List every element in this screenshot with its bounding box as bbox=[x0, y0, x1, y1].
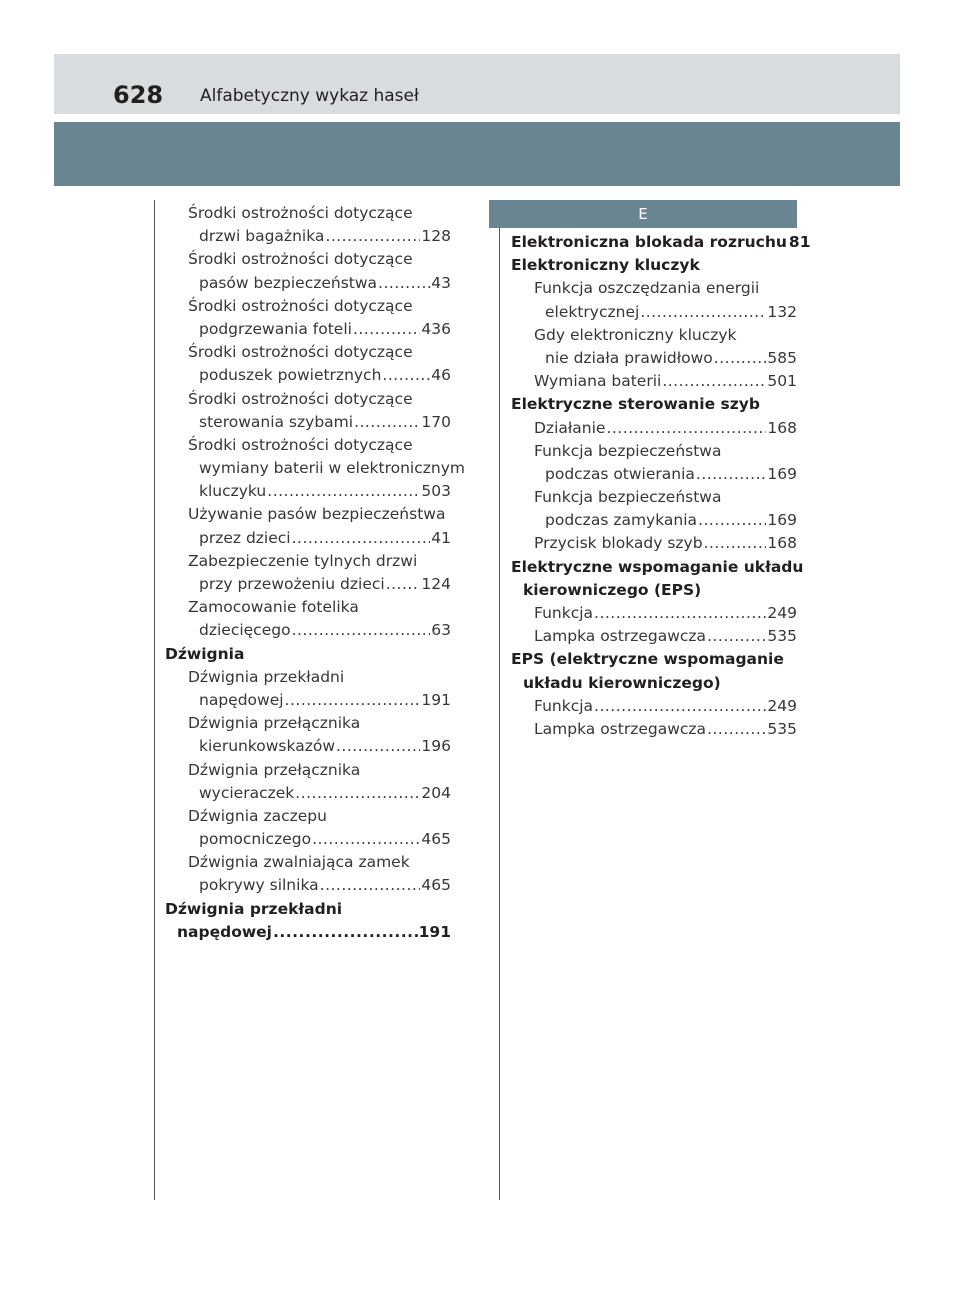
entry-text: Lampka ostrzegawcza bbox=[534, 627, 707, 646]
entry-line bbox=[165, 689, 451, 712]
index-subentry bbox=[165, 805, 451, 851]
leader-dots bbox=[353, 318, 420, 341]
entry-line bbox=[165, 898, 451, 921]
index-subentry bbox=[165, 712, 451, 758]
entry-text: nie działa prawidłowo bbox=[545, 348, 713, 367]
page-reference: 46 bbox=[431, 366, 451, 385]
leader-dots bbox=[285, 689, 421, 712]
entry-line bbox=[165, 248, 451, 271]
entry-text: podczas otwierania bbox=[545, 464, 695, 483]
leader-dots bbox=[382, 364, 430, 387]
entry-line bbox=[165, 619, 451, 642]
entry-text: Elektroniczny kluczyk bbox=[511, 256, 700, 275]
leader-dots bbox=[267, 480, 420, 503]
page-reference: 81 bbox=[788, 233, 811, 251]
entry-line bbox=[165, 828, 451, 851]
page-reference: 168 bbox=[767, 418, 797, 437]
entry-text: kierunkowskazów bbox=[199, 737, 335, 756]
page-reference: 169 bbox=[767, 511, 797, 530]
entry-line bbox=[511, 672, 797, 695]
leader-dots bbox=[640, 301, 766, 324]
entry-text: Funkcja bbox=[534, 604, 594, 622]
leader-dots bbox=[696, 463, 767, 486]
entry-text: pokrywy silnika bbox=[199, 876, 319, 895]
entry-text: Zamocowanie fotelika bbox=[188, 598, 359, 617]
index-subentry bbox=[165, 759, 451, 805]
entry-text: przez dzieci bbox=[199, 528, 291, 547]
index-subentry bbox=[165, 550, 451, 596]
entry-line bbox=[165, 411, 451, 434]
index-subentry bbox=[511, 486, 797, 532]
entry-line bbox=[511, 324, 797, 347]
page-reference: 191 bbox=[418, 922, 451, 941]
entry-line bbox=[165, 735, 451, 758]
leader-dots bbox=[707, 718, 766, 741]
index-subentry bbox=[165, 503, 451, 549]
entry-text: Dźwignia zaczepu bbox=[188, 806, 327, 825]
entry-line bbox=[511, 602, 797, 625]
index-subentry bbox=[165, 388, 451, 434]
entry-text: Funkcja oszczędzania energii bbox=[534, 279, 760, 298]
page-reference: 63 bbox=[431, 621, 451, 640]
entry-text: napędowej bbox=[177, 922, 272, 941]
entry-text: EPS (elektryczne wspomaganie bbox=[511, 650, 784, 669]
entry-text: kierowniczego (EPS) bbox=[523, 580, 702, 599]
leader-dots bbox=[704, 532, 767, 555]
index-column-left bbox=[165, 202, 465, 944]
index-subentry bbox=[511, 532, 797, 555]
entry-line bbox=[511, 301, 797, 324]
entry-text: Dźwignia przełącznika bbox=[188, 714, 361, 733]
entry-line bbox=[511, 463, 797, 486]
entry-line bbox=[165, 759, 451, 782]
entry-line bbox=[511, 417, 797, 440]
entry-text: Środki ostrożności dotyczące bbox=[188, 204, 413, 222]
index-subentry bbox=[511, 602, 797, 625]
entry-text: Środki ostrożności dotyczące bbox=[188, 343, 413, 362]
entry-text: Elektryczne sterowanie szyb bbox=[511, 395, 760, 414]
entry-text: poduszek powietrznych bbox=[199, 366, 382, 385]
index-subentry bbox=[511, 440, 797, 486]
entry-line bbox=[511, 695, 797, 718]
header-bar bbox=[54, 54, 900, 114]
page-reference: 535 bbox=[767, 719, 797, 738]
leader-dots bbox=[378, 272, 430, 295]
entry-line bbox=[165, 874, 451, 897]
entry-text: Środki ostrożności dotyczące bbox=[188, 435, 413, 454]
entry-text: wycieraczek bbox=[199, 783, 295, 802]
entry-text: Środki ostrożności dotyczące bbox=[188, 389, 413, 408]
column-divider-left bbox=[154, 200, 155, 1200]
page-reference: 501 bbox=[767, 372, 797, 391]
entry-text: Zabezpieczenie tylnych drzwi bbox=[188, 551, 418, 570]
entry-text: Lampka ostrzegawcza bbox=[534, 719, 707, 738]
entry-text: drzwi bagażnika bbox=[199, 227, 325, 246]
page-reference: 128 bbox=[421, 227, 451, 246]
page-reference: 535 bbox=[767, 627, 797, 646]
entry-line bbox=[511, 509, 797, 532]
index-subentry bbox=[511, 370, 797, 393]
entry-line bbox=[511, 625, 797, 648]
page-reference: 249 bbox=[767, 696, 797, 715]
index-subentry bbox=[165, 341, 451, 387]
entry-text: kluczyku bbox=[199, 482, 267, 501]
index-subentry bbox=[165, 248, 451, 294]
entry-text: Funkcja bezpieczeństwa bbox=[534, 488, 722, 507]
entry-line bbox=[165, 550, 451, 573]
index-subentry bbox=[165, 202, 451, 248]
entry-line bbox=[165, 527, 451, 550]
page-reference: 168 bbox=[767, 534, 797, 553]
section-letter-header: E bbox=[489, 200, 797, 228]
index-column-right bbox=[511, 231, 811, 741]
page-reference: 204 bbox=[421, 783, 451, 802]
entry-line bbox=[165, 921, 451, 944]
page-reference: 169 bbox=[767, 464, 797, 483]
entry-line bbox=[165, 851, 451, 874]
entry-line bbox=[165, 434, 451, 457]
entry-text: Elektryczne wspomaganie układu bbox=[511, 557, 804, 576]
entry-line bbox=[511, 486, 797, 509]
leader-dots bbox=[320, 874, 421, 897]
entry-text: Dźwignia przekładni bbox=[165, 899, 343, 918]
entry-line bbox=[511, 347, 797, 370]
page-reference: 196 bbox=[421, 737, 451, 756]
entry-text: sterowania szybami bbox=[199, 412, 354, 431]
index-heading bbox=[511, 393, 797, 416]
page-title: Alfabetyczny wykaz haseł bbox=[200, 86, 419, 106]
leader-dots bbox=[325, 225, 420, 248]
entry-line bbox=[165, 666, 451, 689]
entry-line bbox=[165, 596, 451, 619]
index-heading bbox=[165, 643, 451, 666]
entry-text: podgrzewania foteli bbox=[199, 319, 352, 338]
index-subentry bbox=[165, 851, 451, 897]
leader-dots bbox=[292, 527, 431, 550]
index-heading bbox=[511, 648, 797, 694]
entry-text: Dźwignia zwalniająca zamek bbox=[188, 853, 410, 872]
entry-text: elektrycznej bbox=[545, 302, 640, 321]
index-subentry bbox=[511, 718, 797, 741]
entry-text: Działanie bbox=[534, 418, 606, 437]
entry-line bbox=[511, 393, 797, 416]
entry-line bbox=[511, 277, 797, 300]
index-subentry bbox=[511, 277, 797, 323]
entry-text: Elektroniczna blokada rozruchu bbox=[511, 233, 787, 251]
entry-text: wymiany baterii w elektronicznym bbox=[199, 459, 465, 478]
entry-line bbox=[165, 225, 451, 248]
index-subentry bbox=[165, 666, 451, 712]
index-subentry bbox=[165, 295, 451, 341]
entry-text: Dźwignia przekładni bbox=[188, 667, 345, 686]
leader-dots bbox=[714, 347, 767, 370]
entry-text: pomocniczego bbox=[199, 830, 312, 849]
leader-dots bbox=[662, 370, 766, 393]
entry-text: Przycisk blokady szyb bbox=[534, 534, 703, 553]
entry-line bbox=[511, 556, 804, 579]
index-subentry bbox=[511, 417, 797, 440]
column-divider-middle bbox=[499, 200, 500, 1200]
entry-text: Dźwignia bbox=[165, 644, 245, 663]
page-reference: 436 bbox=[421, 319, 451, 338]
leader-dots bbox=[707, 625, 766, 648]
leader-dots bbox=[273, 921, 418, 944]
page-reference: 191 bbox=[421, 690, 451, 709]
entry-text: pasów bezpieczeństwa bbox=[199, 273, 378, 292]
page-reference: 465 bbox=[421, 830, 451, 849]
leader-dots bbox=[386, 573, 421, 596]
entry-line bbox=[165, 318, 451, 341]
index-heading bbox=[511, 231, 811, 254]
entry-text: Używanie pasów bezpieczeństwa bbox=[188, 505, 446, 524]
leader-dots bbox=[336, 735, 420, 758]
entry-line bbox=[165, 341, 451, 364]
entry-text: przy przewożeniu dzieci bbox=[199, 575, 385, 593]
page-reference: 41 bbox=[431, 528, 451, 547]
page-reference: 249 bbox=[767, 604, 797, 622]
leader-dots bbox=[354, 411, 420, 434]
entry-line bbox=[165, 457, 465, 480]
entry-text: Środki ostrożności dotyczące bbox=[188, 296, 413, 315]
entry-text: podczas zamykania bbox=[545, 511, 698, 530]
leader-dots bbox=[606, 417, 766, 440]
entry-text: dziecięcego bbox=[199, 621, 291, 640]
entry-line bbox=[511, 532, 797, 555]
entry-text: układu kierowniczego) bbox=[523, 673, 721, 692]
index-subentry bbox=[165, 434, 465, 504]
index-subentry bbox=[511, 625, 797, 648]
entry-text: Funkcja bbox=[534, 696, 594, 715]
entry-text: napędowej bbox=[199, 690, 284, 709]
entry-line bbox=[511, 231, 811, 254]
leader-dots bbox=[594, 695, 766, 718]
page-reference: 465 bbox=[421, 876, 451, 895]
entry-text: Gdy elektroniczny kluczyk bbox=[534, 325, 737, 344]
entry-line bbox=[511, 718, 797, 741]
entry-line bbox=[511, 254, 797, 277]
entry-line bbox=[165, 480, 451, 503]
entry-line bbox=[511, 370, 797, 393]
entry-line bbox=[165, 364, 451, 387]
entry-line bbox=[165, 388, 451, 411]
index-subentry bbox=[511, 695, 797, 718]
leader-dots bbox=[295, 782, 420, 805]
leader-dots bbox=[594, 602, 766, 625]
index-heading bbox=[511, 556, 804, 602]
entry-text: Środki ostrożności dotyczące bbox=[188, 250, 413, 269]
page-reference: 170 bbox=[421, 412, 451, 431]
entry-line bbox=[165, 272, 451, 295]
page-reference: 132 bbox=[767, 302, 797, 321]
entry-line bbox=[511, 648, 797, 671]
entry-line bbox=[165, 712, 451, 735]
page-number: 628 bbox=[113, 81, 164, 109]
leader-dots bbox=[698, 509, 766, 532]
entry-line bbox=[165, 503, 451, 526]
entry-line bbox=[165, 573, 451, 596]
page-reference: 43 bbox=[431, 273, 451, 292]
entry-line bbox=[511, 440, 797, 463]
entry-line bbox=[165, 805, 451, 828]
index-subentry bbox=[165, 596, 451, 642]
leader-dots bbox=[312, 828, 420, 851]
entry-line bbox=[165, 295, 451, 318]
page-reference: 124 bbox=[421, 575, 451, 593]
entry-text: Funkcja bezpieczeństwa bbox=[534, 441, 722, 460]
entry-text: Dźwignia przełącznika bbox=[188, 760, 361, 779]
entry-line bbox=[511, 579, 797, 602]
entry-line bbox=[165, 643, 451, 666]
index-heading bbox=[511, 254, 797, 277]
entry-line bbox=[165, 202, 451, 225]
entry-text: Wymiana baterii bbox=[534, 372, 662, 391]
page-reference: 585 bbox=[767, 348, 797, 367]
leader-dots bbox=[292, 619, 431, 642]
entry-line bbox=[165, 782, 451, 805]
chapter-band bbox=[54, 122, 900, 186]
page-reference: 503 bbox=[421, 482, 451, 501]
index-heading bbox=[165, 898, 451, 944]
index-subentry bbox=[511, 324, 797, 370]
